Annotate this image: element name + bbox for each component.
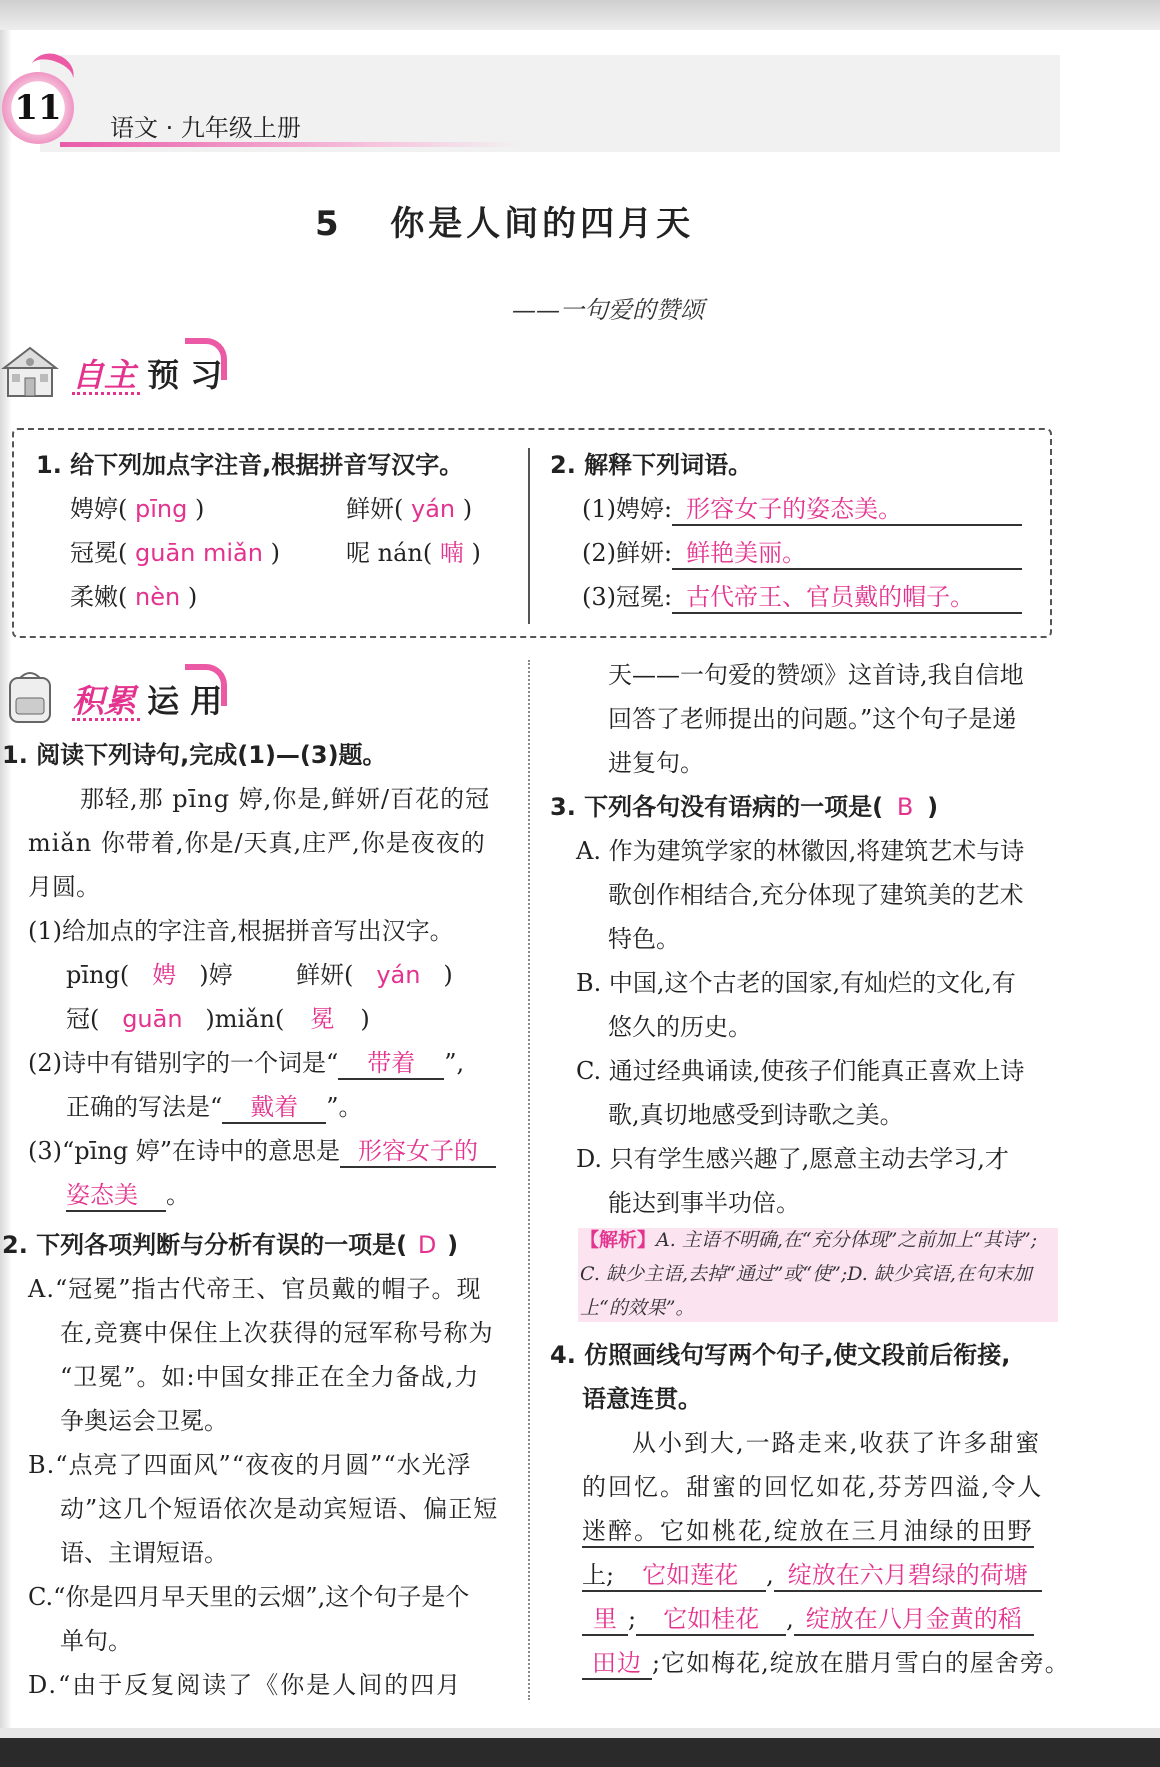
text: (3)“pīng 婷”在诗中的意思是 bbox=[28, 1137, 341, 1165]
text: 2. 下列各项判断与分析有误的一项是( bbox=[2, 1231, 408, 1259]
post: ) bbox=[360, 1005, 370, 1033]
text: ) bbox=[927, 793, 939, 821]
preview-q1-item-2 bbox=[346, 494, 472, 524]
word: 鲜妍( bbox=[346, 495, 404, 523]
text: (2)诗中有错别字的一个词是“ bbox=[28, 1049, 339, 1077]
preview-q1-item-4 bbox=[346, 538, 481, 568]
q2-title bbox=[2, 1230, 458, 1260]
q3-option-b-2: 悠久的历史。 bbox=[608, 1013, 752, 1041]
analysis-line-3: 上“的效果”。 bbox=[580, 1297, 695, 1319]
sub-question-1: (1)给加点的字注音,根据拼音写出汉字。 bbox=[28, 917, 454, 945]
word: 柔嫩( bbox=[70, 583, 128, 611]
answer: 鲜艳美丽。 bbox=[672, 538, 1022, 570]
answer: 田边 bbox=[582, 1648, 652, 1680]
answer: 古代帝王、官员戴的帽子。 bbox=[672, 582, 1022, 614]
column-divider bbox=[528, 660, 530, 1700]
answer: 里 bbox=[582, 1604, 628, 1636]
cont-line-1: 天——一句爱的赞颂》这首诗,我自信地 bbox=[608, 661, 1024, 689]
q2-option-a-2: 在,竞赛中保住上次获得的冠军称号称为 bbox=[60, 1319, 494, 1347]
analysis-tag: 【解析】 bbox=[580, 1229, 657, 1251]
poem-line-3: 月圆。 bbox=[28, 873, 100, 901]
lesson-number: 5 bbox=[315, 204, 343, 244]
preview-q1-item-3 bbox=[70, 538, 280, 568]
label: (3)冠冕: bbox=[582, 583, 673, 611]
q2-option-b-3: 语、主谓短语。 bbox=[60, 1539, 228, 1567]
text: 。 bbox=[166, 1181, 190, 1209]
q3-option-d-1: D. 只有学生感兴趣了,愿意主动去学习,才 bbox=[576, 1145, 1009, 1173]
sub-question-3 bbox=[28, 1136, 496, 1168]
bottom-gap bbox=[0, 1728, 1160, 1738]
q3-option-c-1: C. 通过经典诵读,使孩子们能真正喜欢上诗 bbox=[576, 1057, 1025, 1085]
preview-q2-item-2 bbox=[582, 538, 1022, 570]
text: 上; bbox=[582, 1560, 614, 1592]
close: ) bbox=[195, 495, 205, 523]
text: ”, bbox=[444, 1049, 465, 1077]
section-preview-dots bbox=[72, 392, 140, 395]
lesson-name: 你是人间的四月天 bbox=[390, 204, 695, 244]
sub1-item-1 bbox=[66, 960, 233, 990]
answer: yán bbox=[411, 495, 456, 523]
answer: 冕 bbox=[310, 1005, 335, 1033]
answer: 形容女子的姿态美。 bbox=[672, 494, 1022, 526]
answer: guān miǎn bbox=[135, 539, 263, 567]
q4-para-1: 从小到大,一路走来,收获了许多甜蜜 bbox=[632, 1429, 1042, 1457]
preview-q2-item-1 bbox=[582, 494, 1022, 526]
q4-title-2: 语意连贯。 bbox=[582, 1385, 702, 1413]
lesson-subtitle: ——一句爱的赞颂 bbox=[512, 296, 704, 324]
q1-title: 1. 阅读下列诗句,完成(1)—(3)题。 bbox=[2, 741, 387, 769]
q2-option-b-2: 动”这几个短语依次是动宾短语、偏正短 bbox=[60, 1495, 499, 1523]
analysis-line-2: C. 缺少主语,去掉“通过”或“使”;D. 缺少宾语,在句末加 bbox=[580, 1263, 1032, 1285]
label: (2)鲜妍: bbox=[582, 539, 673, 567]
sub1-item-3 bbox=[66, 1004, 370, 1034]
q3-option-d-2: 能达到事半功倍。 bbox=[608, 1189, 800, 1217]
answer: 带着 bbox=[338, 1048, 444, 1080]
sub-question-2 bbox=[28, 1048, 464, 1080]
section-arc-icon bbox=[185, 664, 227, 706]
answer: 它如莲花 bbox=[614, 1560, 766, 1592]
text: ; bbox=[628, 1605, 637, 1633]
section-apply-pink: 积累 bbox=[72, 682, 137, 720]
school-house-icon bbox=[0, 342, 60, 398]
lesson-title bbox=[315, 196, 694, 245]
q4-answer-line-3 bbox=[582, 1648, 1070, 1680]
answer: guān bbox=[122, 1005, 183, 1033]
sub-question-2-line2 bbox=[66, 1092, 363, 1124]
text: , bbox=[786, 1605, 794, 1633]
preview-q1-title: 1. 给下列加点字注音,根据拼音写汉字。 bbox=[36, 451, 464, 479]
text: ”。 bbox=[326, 1093, 363, 1121]
section-apply-black: 运 用 bbox=[147, 682, 223, 720]
q3-option-a-1: A. 作为建筑学家的林徽因,将建筑艺术与诗 bbox=[576, 837, 1025, 865]
text: 3. 下列各句没有语病的一项是( bbox=[550, 793, 884, 821]
section-preview-black: 预 习 bbox=[147, 356, 223, 394]
q4-para-3 bbox=[582, 1516, 1034, 1548]
cont-line-2: 回答了老师提出的问题。”这个句子是递 bbox=[608, 705, 1017, 733]
answer: 娉 bbox=[152, 961, 177, 989]
text: 正确的写法是“ bbox=[66, 1093, 223, 1121]
preview-q2-title: 2. 解释下列词语。 bbox=[550, 451, 753, 479]
poem-line-1: 那轻,那 pīng 婷,你是,鲜妍/百花的冠 bbox=[80, 785, 491, 813]
q3-option-c-2: 歌,真切地感受到诗歌之美。 bbox=[608, 1101, 904, 1129]
q2-option-c-1: C.“你是四月早天里的云烟”,这个句子是个 bbox=[28, 1583, 470, 1611]
word: 呢 nán( bbox=[346, 539, 433, 567]
post: )婷 bbox=[199, 961, 233, 989]
poem-line-2: miǎn 你带着,你是/天真,庄严,你是夜夜的 bbox=[28, 829, 486, 857]
answer: 喃 bbox=[439, 539, 464, 567]
answer: yán bbox=[376, 961, 421, 989]
pre: 冠( bbox=[66, 1005, 100, 1033]
q2-option-a-1: A.“冠冕”指古代帝王、官员戴的帽子。现 bbox=[28, 1275, 482, 1303]
section-preview bbox=[0, 336, 240, 402]
text: , bbox=[766, 1561, 774, 1589]
word: 娉婷( bbox=[70, 495, 128, 523]
section-arc-icon bbox=[185, 338, 227, 380]
answer: 绽放在六月碧绿的荷塘 bbox=[774, 1560, 1042, 1592]
answer: 绽放在八月金黄的稻 bbox=[794, 1604, 1034, 1636]
q2-option-d-1: D.“由于反复阅读了《你是人间的四月 bbox=[28, 1671, 463, 1699]
q3-option-b-1: B. 中国,这个古老的国家,有灿烂的文化,有 bbox=[576, 969, 1016, 997]
cont-line-3: 进复句。 bbox=[608, 749, 704, 777]
right-margin bbox=[1060, 30, 1160, 1730]
analysis-line-1 bbox=[580, 1228, 1037, 1252]
q3-option-a-2: 歌创作相结合,充分体现了建筑美的艺术 bbox=[608, 881, 1024, 909]
word: 冠冕( bbox=[70, 539, 128, 567]
book-title: 语文 · 九年级上册 bbox=[110, 114, 301, 142]
underlined-sentence: 迷醉。它如桃花,绽放在三月油绿的田野 bbox=[582, 1516, 1034, 1548]
q4-title-1: 4. 仿照画线句写两个句子,使文段前后衔接, bbox=[550, 1341, 1011, 1369]
label: (1)娉婷: bbox=[582, 495, 673, 523]
answer: B bbox=[896, 793, 914, 821]
bottom-bar bbox=[0, 1738, 1160, 1767]
answer: nèn bbox=[135, 583, 181, 611]
close: ) bbox=[471, 539, 481, 567]
text: A. 主语不明确,在“充分体现”之前加上“其诗”; bbox=[656, 1229, 1038, 1251]
pre: 鲜妍( bbox=[296, 961, 354, 989]
answer: 它如桂花 bbox=[636, 1604, 786, 1636]
answer: pīng bbox=[135, 495, 188, 523]
preview-box-divider bbox=[528, 448, 530, 624]
text: ;它如梅花,绽放在腊月雪白的屋舍旁。 bbox=[652, 1649, 1070, 1677]
close: ) bbox=[462, 495, 473, 523]
pre: pīng( bbox=[66, 961, 130, 989]
close: ) bbox=[270, 539, 280, 567]
answer: 形容女子的 bbox=[340, 1136, 496, 1168]
left-shadow bbox=[0, 30, 12, 1730]
q2-option-b-1: B.“点亮了四面风”“夜夜的月圆”“水光浮 bbox=[28, 1451, 472, 1479]
q2-option-a-4: 争奥运会卫冕。 bbox=[60, 1407, 228, 1435]
answer: D bbox=[417, 1231, 437, 1259]
section-apply bbox=[0, 662, 240, 728]
close: ) bbox=[187, 583, 198, 611]
q2-option-c-2: 单句。 bbox=[60, 1627, 132, 1655]
post: )miǎn( bbox=[205, 1005, 285, 1033]
q4-answer-line-1 bbox=[582, 1560, 1042, 1592]
section-apply-dots bbox=[72, 718, 140, 721]
page-number: 11 bbox=[14, 88, 62, 128]
section-preview-pink: 自主 bbox=[72, 356, 137, 394]
q4-para-2: 的回忆。甜蜜的回忆如花,芬芳四溢,令人 bbox=[582, 1473, 1044, 1501]
preview-q2-item-3 bbox=[582, 582, 1022, 614]
preview-q1-item-1 bbox=[70, 494, 204, 524]
post: ) bbox=[443, 961, 453, 989]
q2-option-a-3: “卫冕”。如:中国女排正在全力备战,力 bbox=[60, 1363, 480, 1391]
q4-answer-line-2 bbox=[582, 1604, 1034, 1636]
preview-q1-item-5 bbox=[70, 582, 197, 612]
text: ) bbox=[447, 1231, 459, 1259]
answer: 戴着 bbox=[222, 1092, 326, 1124]
q3-title bbox=[550, 792, 938, 822]
backpack-icon bbox=[0, 668, 60, 724]
answer: 姿态美 bbox=[66, 1180, 166, 1212]
sub-question-3-line2 bbox=[66, 1180, 190, 1212]
sub1-item-2 bbox=[296, 960, 453, 990]
q3-option-a-3: 特色。 bbox=[608, 925, 680, 953]
